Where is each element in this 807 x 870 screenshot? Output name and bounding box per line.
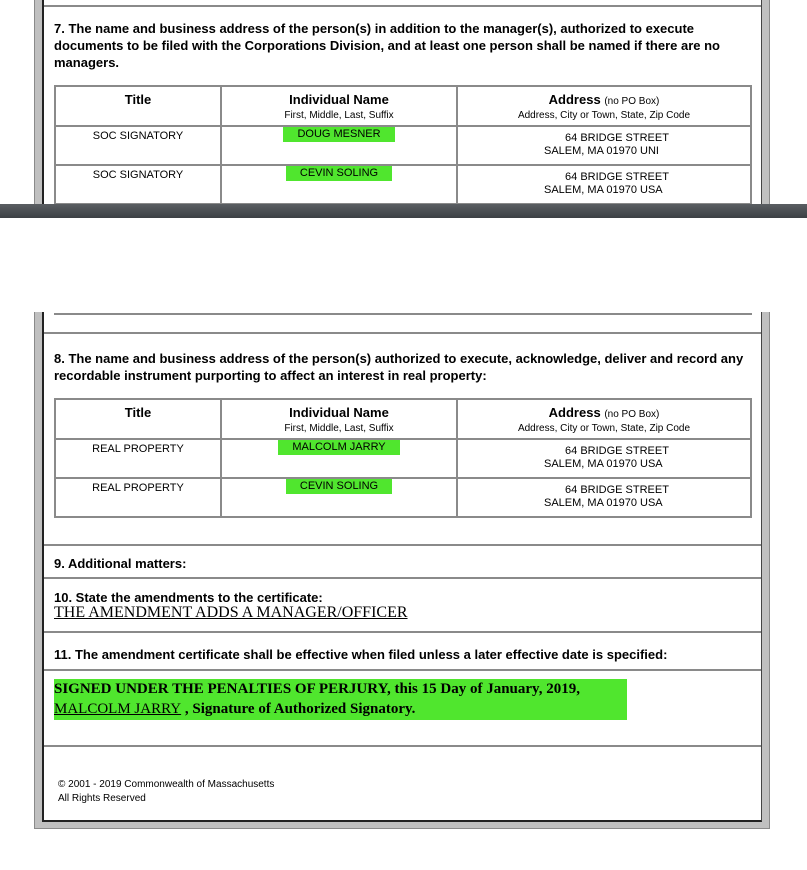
table-bottom-edge <box>54 312 752 315</box>
header-name <box>221 399 457 439</box>
header-address-paren: (no PO Box) <box>604 96 660 107</box>
row-address-line1: 64 BRIDGE STREET <box>565 171 669 183</box>
row-address-line1: 64 BRIDGE STREET <box>565 445 669 457</box>
header-name-label: Individual Name <box>289 405 389 420</box>
section-7-table <box>54 85 752 205</box>
section-9-question: 9. Additional matters: <box>54 556 187 571</box>
section-divider <box>44 332 761 334</box>
row-address-cell <box>457 439 751 478</box>
header-title-label: Title <box>124 92 152 107</box>
header-name <box>221 86 457 126</box>
table-header-row <box>55 399 751 439</box>
header-name-sub: First, Middle, Last, Suffix <box>284 423 394 434</box>
signer-name: MALCOLM JARRY <box>54 701 182 717</box>
page-content-top <box>42 0 762 204</box>
section-8-table <box>54 398 752 518</box>
row-title: SOC SIGNATORY <box>55 165 221 204</box>
section-8-question: 8. The name and business address of the person(s) authorized to execute, acknowledge, deliver and record any recordable instrument purporting to affect an interest in real property: <box>54 351 744 383</box>
section-10-value-wrap <box>54 604 408 622</box>
page-separator-bar <box>0 204 807 218</box>
section-divider <box>44 669 761 671</box>
row-title: REAL PROPERTY <box>55 478 221 517</box>
row-name-cell <box>221 165 457 204</box>
table-header-row <box>55 86 751 126</box>
signature-block <box>54 679 627 720</box>
footer-copyright: © 2001 - 2019 Commonwealth of Massachusetts <box>58 779 275 790</box>
row-name: DOUG MESNER <box>283 127 394 142</box>
row-address-line2: SALEM, MA 01970 USA <box>544 458 663 470</box>
header-address <box>457 86 751 126</box>
header-title-label: Title <box>124 405 152 420</box>
row-name: CEVIN SOLING <box>286 479 392 494</box>
footer <box>58 778 274 806</box>
section-7-question: 7. The name and business address of the person(s) in addition to the manager(s), authorized to execute documents to be filed with the Corporations Division, and at least one person shall be named if there are no managers. <box>54 21 720 70</box>
section-divider <box>44 5 761 7</box>
signature-line1: SIGNED UNDER THE PENALTIES OF PERJURY, this 15 Day of January, 2019, <box>54 681 580 697</box>
section-divider <box>44 631 761 633</box>
signature-line2: , Signature of Authorized Signatory. <box>181 701 416 717</box>
row-address-line2: SALEM, MA 01970 USA <box>544 184 663 196</box>
header-address-sub: Address, City or Town, State, Zip Code <box>517 110 691 121</box>
header-title <box>55 399 221 439</box>
row-name-cell <box>221 478 457 517</box>
page-fragment-bottom <box>34 312 770 829</box>
header-name-label: Individual Name <box>289 92 389 107</box>
section-10-value: THE AMENDMENT ADDS A MANAGER/OFFICER <box>54 604 408 621</box>
section-divider <box>44 745 761 747</box>
page-fragment-top <box>34 0 770 204</box>
header-title <box>55 86 221 126</box>
row-name-cell <box>221 126 457 165</box>
table-row <box>55 126 751 165</box>
header-address-label: Address <box>548 92 601 107</box>
header-address <box>457 399 751 439</box>
row-name: MALCOLM JARRY <box>278 440 399 455</box>
table-row <box>55 165 751 204</box>
header-address-paren: (no PO Box) <box>604 409 660 420</box>
page-content-bottom <box>42 312 762 822</box>
header-address-sub: Address, City or Town, State, Zip Code <box>517 423 691 434</box>
row-name: CEVIN SOLING <box>286 166 392 181</box>
table-row <box>55 478 751 517</box>
row-address-cell <box>457 165 751 204</box>
row-address-line1: 64 BRIDGE STREET <box>565 132 669 144</box>
row-name-cell <box>221 439 457 478</box>
row-address-line2: SALEM, MA 01970 UNI <box>544 145 659 157</box>
table-row <box>55 439 751 478</box>
section-divider <box>44 544 761 546</box>
section-11-question: 11. The amendment certificate shall be effective when filed unless a later effective date is specified: <box>54 647 668 662</box>
row-title: REAL PROPERTY <box>55 439 221 478</box>
footer-rights: All Rights Reserved <box>58 793 146 804</box>
row-address-cell <box>457 126 751 165</box>
section-divider <box>44 577 761 579</box>
row-title: SOC SIGNATORY <box>55 126 221 165</box>
header-name-sub: First, Middle, Last, Suffix <box>284 110 394 121</box>
section-10-question: 10. State the amendments to the certificate: <box>54 590 323 605</box>
row-address-line2: SALEM, MA 01970 USA <box>544 497 663 509</box>
row-address-cell <box>457 478 751 517</box>
header-address-label: Address <box>548 405 601 420</box>
row-address-line1: 64 BRIDGE STREET <box>565 484 669 496</box>
